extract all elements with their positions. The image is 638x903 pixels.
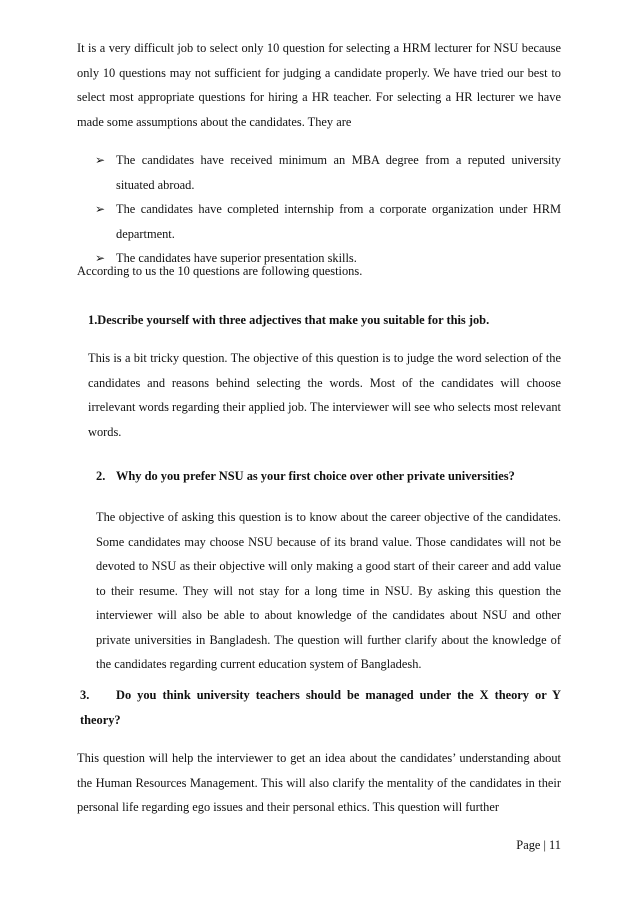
question-2-heading: 2. Why do you prefer NSU as your first choice over other private universities? <box>96 464 561 489</box>
intro-paragraph: It is a very difficult job to select only 10 question for selecting a HRM lecturer for NSU because only 10 questions may not sufficient for judging a candidate properly. We have tried our best to select most appropriate questions for hiring a HR teacher. For selecting a HR lecturer we have made some assumptions about the candidates. They are <box>77 41 561 129</box>
assumption-item: ➢ The candidates have superior presentation skills. <box>95 246 561 271</box>
question-2-number: 2. <box>96 469 106 483</box>
arrow-bullet-icon: ➢ <box>95 202 106 216</box>
question-1-explanation: This is a bit tricky question. The objective of this question is to judge the word selection of the candidates and reasons behind selecting the words. Most of the candidates will choose irrelevant words regarding their applied job. The interviewer will see who selects most relevant words. <box>88 351 561 439</box>
question-3-heading: 3. Do you think university teachers should be managed under the X theory or Y theory? <box>80 683 561 732</box>
question-3-number: 3. <box>80 688 90 702</box>
page-number: Page | 11 <box>516 838 561 852</box>
assumption-item: ➢ The candidates have received minimum an MBA degree from a reputed university situated abroad. <box>95 148 561 197</box>
arrow-bullet-icon: ➢ <box>95 153 106 167</box>
assumption-item: ➢ The candidates have completed internship from a corporate organization under HRM department. <box>95 197 561 246</box>
question-3-explanation: This question will help the interviewer to get an idea about the candidates’ understanding about the Human Resources Management. This will also clarify the mentality of the candidates in their personal life regarding ego issues and their personal ethics. This question will further <box>77 751 561 814</box>
assumption-list <box>95 148 561 271</box>
arrow-bullet-icon: ➢ <box>95 251 106 265</box>
question-2-explanation: The objective of asking this question is to know about the career objective of the candidates. Some candidates may choose NSU because of its brand value. Those candidates will not be devoted to NSU as their objective will only making a good start of their career and add value to their resume. They will not stay for a long time in NSU. By asking this question the interviewer will also be able to about knowledge of the candidates about NSU and other private universities in Bangladesh. The question will further clarify about the knowledge of the candidates regarding current education system of Bangladesh. <box>96 510 561 671</box>
question-1-heading: 1.Describe yourself with three adjectives that make you suitable for this job. <box>88 313 490 327</box>
questions-intro: According to us the 10 questions are following questions. <box>77 264 363 278</box>
